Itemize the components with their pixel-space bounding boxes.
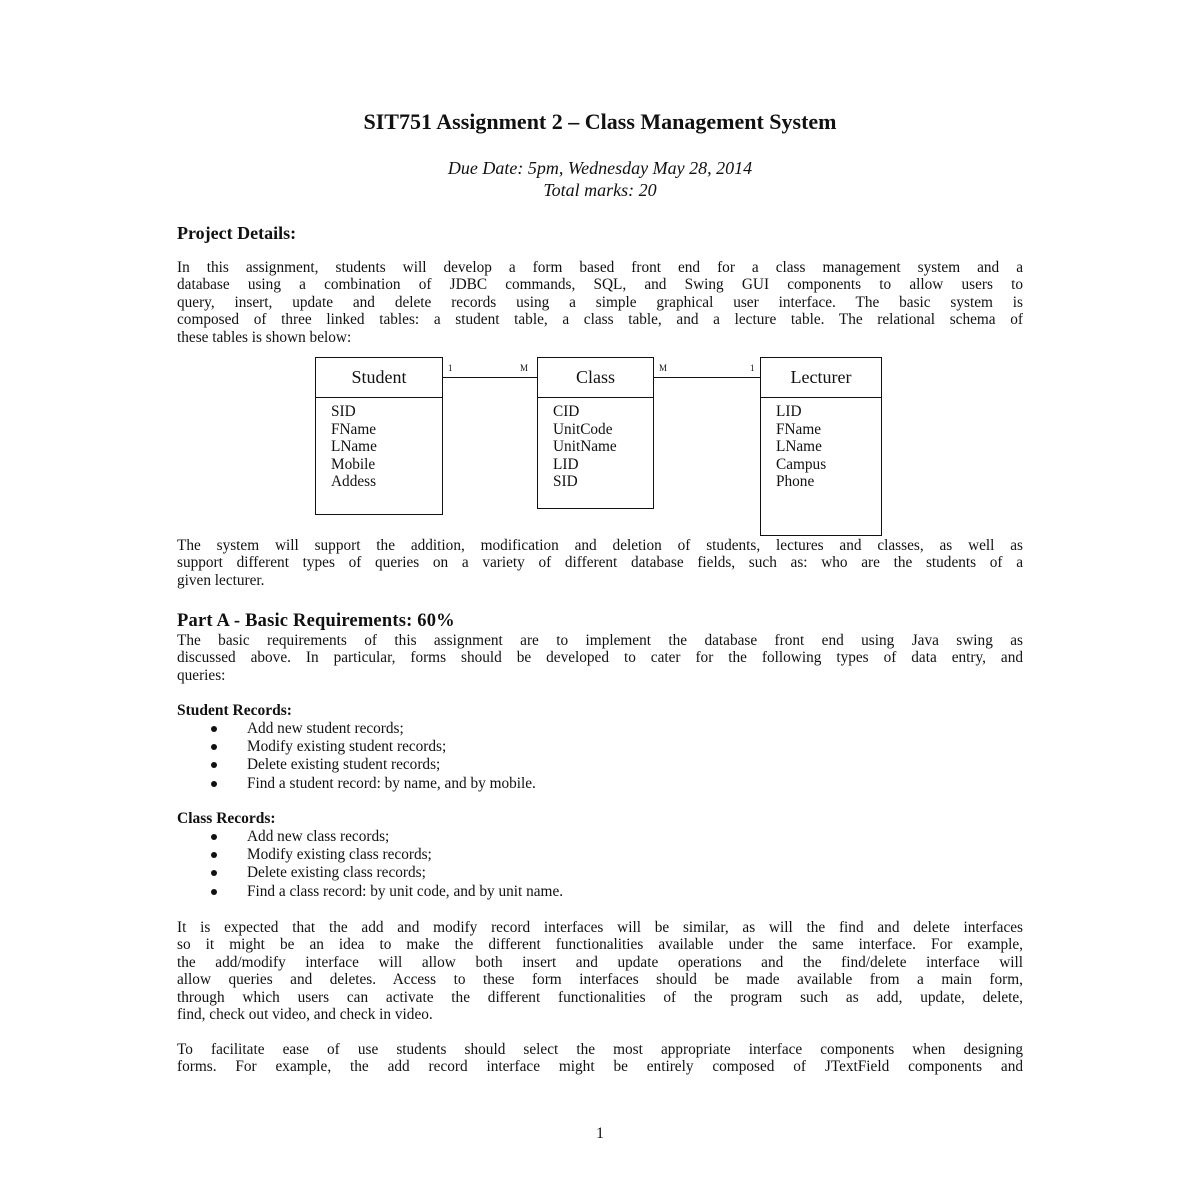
part-a-heading: Part A - Basic Requirements: 60%	[177, 611, 455, 631]
student-records-heading: Student Records:	[177, 702, 292, 719]
bullet-icon	[211, 726, 217, 732]
paragraph-line: these tables is shown below:	[177, 328, 352, 346]
entity-class	[537, 357, 654, 509]
entity-attribute: LName	[776, 438, 822, 456]
facilitate-paragraph	[177, 1041, 1023, 1076]
paragraph-line: The system will support the addition, modification and deletion of students, lectures and classes, as well as	[177, 537, 1023, 554]
paragraph-line: database using a combination of JDBC commands, SQL, and Swing GUI components to allow users to	[177, 276, 1023, 294]
entity-name: Student	[316, 358, 442, 398]
paragraph-line: the add/modify interface will allow both insert and update operations and the find/delete interface will	[177, 953, 1023, 971]
paragraph-line: so it might be an idea to make the different functionalities available under the same interface. For example,	[177, 936, 1023, 954]
entity-student	[315, 357, 443, 515]
paragraph-line: find, check out video, and check in video.	[177, 1005, 433, 1023]
relationship-line-class-lecturer	[653, 377, 760, 378]
paragraph-line: It is expected that the add and modify record interfaces will be similar, as will the find and delete interfaces	[177, 919, 1023, 936]
entity-attribute: SID	[331, 403, 356, 420]
expected-paragraph	[177, 919, 1023, 1023]
paragraph-line: given lecturer.	[177, 571, 265, 589]
total-marks: Total marks: 20	[543, 180, 657, 200]
paragraph-line: discussed above. In particular, forms should be developed to cater for the following types of data entry, and	[177, 649, 1023, 667]
paragraph-line: query, insert, update and delete records using a simple graphical user interface. The basic system is	[177, 293, 1023, 311]
list-item: Add new class records;	[207, 828, 563, 846]
cardinality-label: M	[520, 363, 529, 373]
entity-attribute: Phone	[776, 473, 815, 491]
entity-attribute: LID	[776, 403, 802, 420]
entity-name: Lecturer	[761, 358, 881, 398]
bullet-icon	[211, 852, 217, 858]
list-item: Delete existing student records;	[207, 756, 536, 774]
entity-attribute: Campus	[776, 455, 827, 473]
paragraph-line: The basic requirements of this assignment are to implement the database front end using Java swing as	[177, 632, 1023, 649]
paragraph-line: forms. For example, the add record interface might be entirely composed of JTextField components and	[177, 1058, 1023, 1076]
paragraph-line: composed of three linked tables: a student table, a class table, and a lecture table. The relational schema of	[177, 311, 1023, 329]
paragraph-line: support different types of queries on a variety of different database fields, such as: who are the students of a	[177, 554, 1023, 572]
entity-attribute: UnitCode	[553, 420, 613, 438]
paragraph-line: queries:	[177, 666, 226, 684]
support-paragraph	[177, 537, 1023, 589]
entity-lecturer	[760, 357, 882, 536]
entity-attribute: Mobile	[331, 455, 376, 473]
student-records-list	[207, 720, 536, 793]
cardinality-label: 1	[448, 363, 453, 373]
list-item: Find a student record: by name, and by mobile.	[207, 775, 536, 793]
class-records-list	[207, 828, 563, 901]
page-number: 1	[596, 1125, 604, 1142]
list-item: Find a class record: by unit code, and by unit name.	[207, 883, 563, 901]
bullet-icon	[211, 781, 217, 787]
relationship-line-student-class	[442, 377, 538, 378]
entity-attribute: FName	[331, 420, 377, 438]
bullet-icon	[211, 744, 217, 750]
entity-attribute: LID	[553, 455, 579, 473]
bullet-icon	[211, 870, 217, 876]
bullet-icon	[211, 834, 217, 840]
entity-attribute: FName	[776, 420, 822, 438]
paragraph-line: allow queries and deletes. Access to these form interfaces should be made available from a main form,	[177, 971, 1023, 989]
entity-attribute: CID	[553, 403, 580, 420]
list-item: Add new student records;	[207, 720, 536, 738]
list-item: Delete existing class records;	[207, 864, 563, 882]
list-item: Modify existing class records;	[207, 846, 563, 864]
list-item: Modify existing student records;	[207, 738, 536, 756]
paragraph-line: To facilitate ease of use students should select the most appropriate interface components when designing	[177, 1041, 1023, 1058]
entity-attribute: LName	[331, 438, 377, 456]
paragraph-line: In this assignment, students will develop a form based front end for a class management system and a	[177, 259, 1023, 276]
bullet-icon	[211, 889, 217, 895]
cardinality-label: 1	[750, 363, 755, 373]
due-date: Due Date: 5pm, Wednesday May 28, 2014	[447, 158, 753, 178]
bullet-icon	[211, 762, 217, 768]
entity-attribute: Addess	[331, 473, 377, 491]
entity-attribute: UnitName	[553, 438, 617, 456]
entity-attribute: SID	[553, 473, 578, 491]
cardinality-label: M	[659, 363, 668, 373]
class-records-heading: Class Records:	[177, 810, 276, 827]
intro-paragraph	[177, 259, 1023, 346]
part-a-paragraph	[177, 632, 1023, 684]
document-title: SIT751 Assignment 2 – Class Management System	[363, 109, 837, 134]
project-details-heading: Project Details:	[177, 223, 297, 243]
paragraph-line: through which users can activate the different functionalities of the program such as add, update, delete,	[177, 988, 1023, 1006]
entity-name: Class	[538, 358, 653, 398]
